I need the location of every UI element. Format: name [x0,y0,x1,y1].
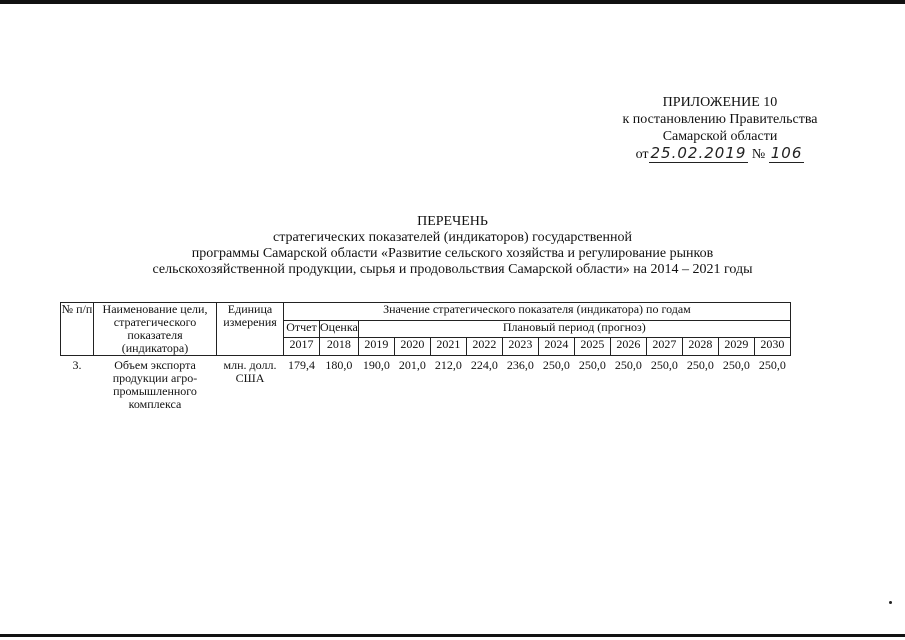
header-year: 2026 [610,338,646,356]
row-value: 190,0 [362,358,390,372]
header-year: 2022 [466,338,502,356]
appendix-title: ПРИЛОЖЕНИЕ 10 [662,95,778,110]
row-num: 3. [72,358,82,372]
row-value: 250,0 [578,358,606,372]
header-year: 2030 [754,338,790,356]
table-row [61,356,791,412]
row-value: 250,0 [758,358,786,372]
title-line-2: стратегических показателей (индикаторов) государственной [273,230,632,245]
document-title [0,214,905,278]
header-year: 2024 [538,338,574,356]
scan-top-border [0,0,905,4]
scan-bottom-border [0,634,905,637]
header-plan-period: Плановый период (прогноз) [358,320,790,338]
header-report: Отчет [284,320,320,338]
row-value: 250,0 [722,358,750,372]
header-year: 2029 [718,338,754,356]
title-line-1: ПЕРЕЧЕНЬ [417,214,488,229]
header-report-year: 2017 [284,338,320,356]
header-year: 2028 [682,338,718,356]
header-year: 2020 [394,338,430,356]
appendix-region-line: Самарской области [662,129,778,144]
row-value: 250,0 [686,358,714,372]
indicators-table [60,302,791,411]
header-year: 2027 [646,338,682,356]
row-value: 180,0 [325,358,353,372]
header-values-group: Значение стратегического показателя (индикатора) по годам [284,303,791,321]
title-line-4: сельскохозяйственной продукции, сырья и продовольствия Самарской области» на 2014 – 2021 годы [152,262,753,277]
header-year: 2021 [430,338,466,356]
header-estimate: Оценка [320,320,359,338]
row-value: 250,0 [650,358,678,372]
row-value: 179,4 [288,358,315,372]
row-value: 250,0 [542,358,570,372]
header-estimate-year: 2018 [320,338,359,356]
title-line-3: программы Самарской области «Развитие сельского хозяйства и регулирование рынков [191,246,714,261]
row-value: 236,0 [506,358,534,372]
date-prefix: от [635,147,649,162]
row-value: 224,0 [470,358,498,372]
row-value: 212,0 [434,358,462,372]
header-year: 2019 [358,338,394,356]
header-year: 2023 [502,338,538,356]
scan-speck [889,601,892,604]
appendix-block [600,94,840,163]
handwritten-number: 106 [770,144,803,162]
number-prefix: № [751,147,766,162]
appendix-decree-line: к постановлению Правительства [622,112,818,127]
header-year: 2025 [574,338,610,356]
header-num: № п/п [61,303,94,356]
row-value: 250,0 [614,358,642,372]
row-unit: млн. долл. США [223,358,277,385]
header-unit: Единица измерения [217,303,284,356]
header-name: Наименование цели, стратегического показателя (индикатора) [94,303,217,356]
row-name: Объем экспорта продукции агро-промышленного комплекса [112,358,198,411]
handwritten-date: 25.02.2019 [650,144,747,162]
row-value: 201,0 [398,358,426,372]
appendix-date-line [600,145,840,163]
